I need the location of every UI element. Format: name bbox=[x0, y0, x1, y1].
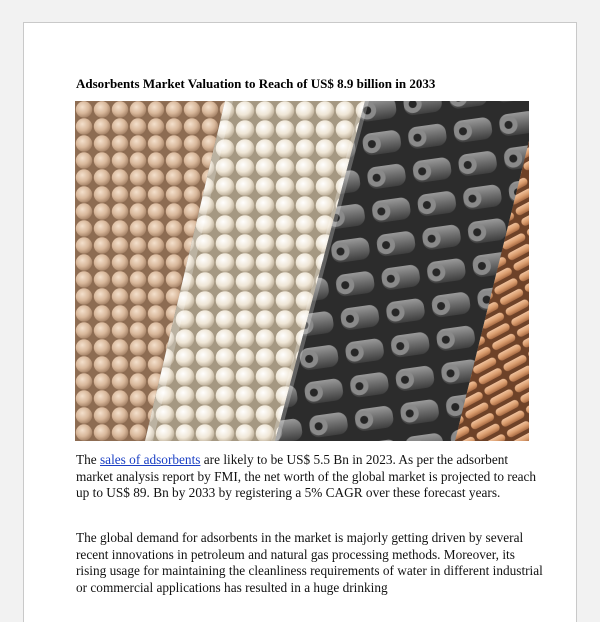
demand-paragraph: The global demand for adsorbents in the market is majorly getting driven by several recent innovations in petroleum and natural gas processing methods. Moreover, its rising usage for maintaining the cleanliness requirements of water in different industrial or commercial applications has resulted in a huge drinking bbox=[76, 530, 543, 595]
intro-paragraph bbox=[76, 452, 544, 502]
sales-of-adsorbents-link[interactable]: sales of adsorbents bbox=[100, 452, 201, 467]
document-title: Adsorbents Market Valuation to Reach of US$ 8.9 billion in 2033 bbox=[76, 76, 436, 91]
document-page bbox=[23, 22, 577, 622]
intro-text-before-link: The bbox=[76, 452, 100, 467]
intro-text-after-link: are likely to be US$ 5.5 Bn in 2023. As per the adsorbent market analysis report by FMI, the net worth of the global market is projected to reach up to US$ 89. Bn by 2033 by registering a 5% CAGR over these forecast years. bbox=[76, 452, 537, 501]
adsorbent-pellets-photo bbox=[75, 101, 529, 441]
